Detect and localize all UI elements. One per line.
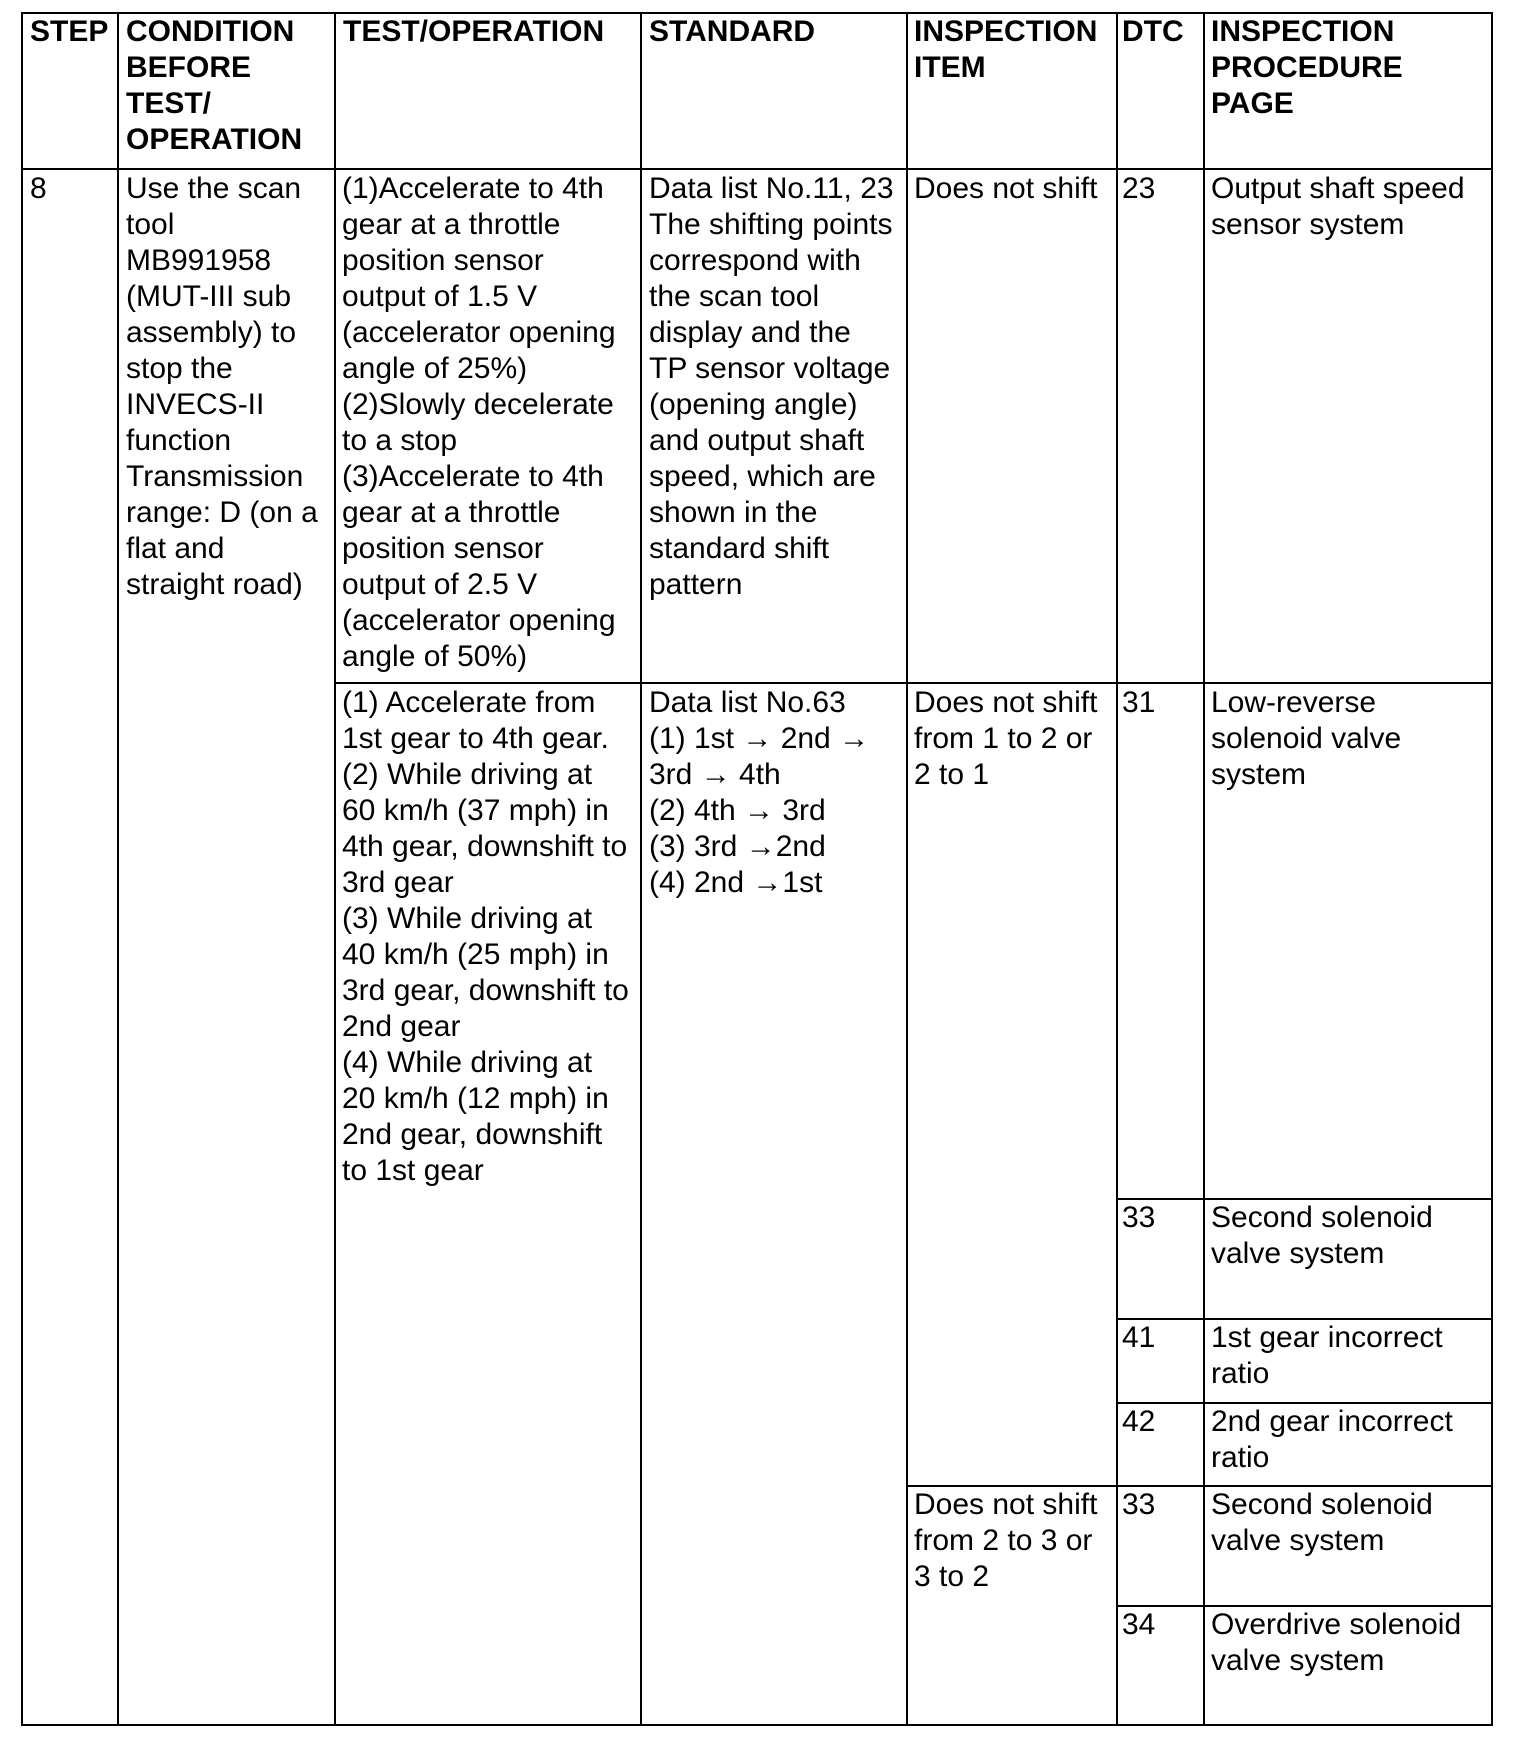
- dtc-row-5-procedure: Second solenoid valve system: [1211, 1488, 1433, 1557]
- dtc-row-4-code: 42: [1122, 1405, 1156, 1438]
- rule-bottom: [21, 1724, 1493, 1726]
- header-step: STEP: [30, 15, 109, 48]
- dtc-row-6-procedure: Overdrive solenoid valve system: [1211, 1608, 1462, 1677]
- dtc-row-3-procedure: 1st gear incorrect ratio: [1211, 1321, 1443, 1390]
- rule-col-right: [1491, 12, 1493, 1726]
- dtc-row-4-procedure: 2nd gear incorrect ratio: [1211, 1405, 1453, 1474]
- header-inspection-item: INSPECTION ITEM: [914, 15, 1098, 84]
- dtc-row-2-code: 33: [1122, 1201, 1156, 1234]
- group2-test-operation: (1) Accelerate from 1st gear to 4th gear. (2) While driving at 60 km/h (37 mph) in 4th gear, downshift to 3rd gear (3) While driving at 40 km/h (25 mph) in 3rd gear, downshift to 2nd gear (4) While driving at 20 km/h (12 mph) in 2nd gear, downshift to 1st gear: [342, 686, 629, 1187]
- header-condition: CONDITION BEFORE TEST/ OPERATION: [126, 15, 303, 156]
- step-number: 8: [30, 172, 47, 205]
- group2-inspection-item-a: Does not shift from 1 to 2 or 2 to 1: [914, 686, 1098, 791]
- dtc-row-1-procedure: Low-reverse solenoid valve system: [1211, 686, 1402, 791]
- group2-inspection-item-b: Does not shift from 2 to 3 or 3 to 2: [914, 1488, 1098, 1593]
- group2-standard: Data list No.63 (1) 1st → 2nd → 3rd → 4th (2) 4th → 3rd (3) 3rd →2nd (4) 2nd →1st: [649, 686, 870, 899]
- header-standard: STANDARD: [649, 15, 816, 48]
- dtc-row-1-code: 31: [1122, 686, 1156, 719]
- group1-inspection-item: Does not shift: [914, 172, 1098, 205]
- dtc-row-6-code: 34: [1122, 1608, 1156, 1641]
- group1-procedure: Output shaft speed sensor system: [1211, 172, 1465, 241]
- dtc-row-5-code: 33: [1122, 1488, 1156, 1521]
- rule-col-step: [117, 12, 119, 1726]
- rule-header-bottom: [21, 168, 1493, 170]
- rule-col-standard: [906, 12, 908, 1726]
- condition-text: Use the scan tool MB991958 (MUT-III sub assembly) to stop the INVECS-II function Transmission range: D (on a flat and straight road): [126, 172, 318, 601]
- rule-col-item: [1116, 12, 1118, 1726]
- dtc-row-2-procedure: Second solenoid valve system: [1211, 1201, 1433, 1270]
- group1-test-operation: (1)Accelerate to 4th gear at a throttle position sensor output of 1.5 V (accelerator opening angle of 25%) (2)Slowly decelerate to a stop (3)Accelerate to 4th gear at a throttle position sensor output of 2.5 V (accelerator opening angle of 50%): [342, 172, 616, 673]
- group1-dtc: 23: [1122, 172, 1156, 205]
- header-procedure-page: INSPECTION PROCEDURE PAGE: [1211, 15, 1403, 120]
- rule-col-condition: [334, 12, 336, 1726]
- header-dtc: DTC: [1122, 15, 1184, 48]
- rule-col-left: [21, 12, 23, 1726]
- rule-col-dtc: [1203, 12, 1205, 1726]
- rule-group1-bottom: [334, 682, 1493, 684]
- rule-col-test: [640, 12, 642, 1726]
- group1-standard: Data list No.11, 23 The shifting points correspond with the scan tool display and the TP sensor voltage (opening angle) and output shaft speed, which are shown in the standard shift pattern: [649, 172, 894, 601]
- dtc-row-3-code: 41: [1122, 1321, 1156, 1354]
- header-test-operation: TEST/OPERATION: [343, 15, 605, 48]
